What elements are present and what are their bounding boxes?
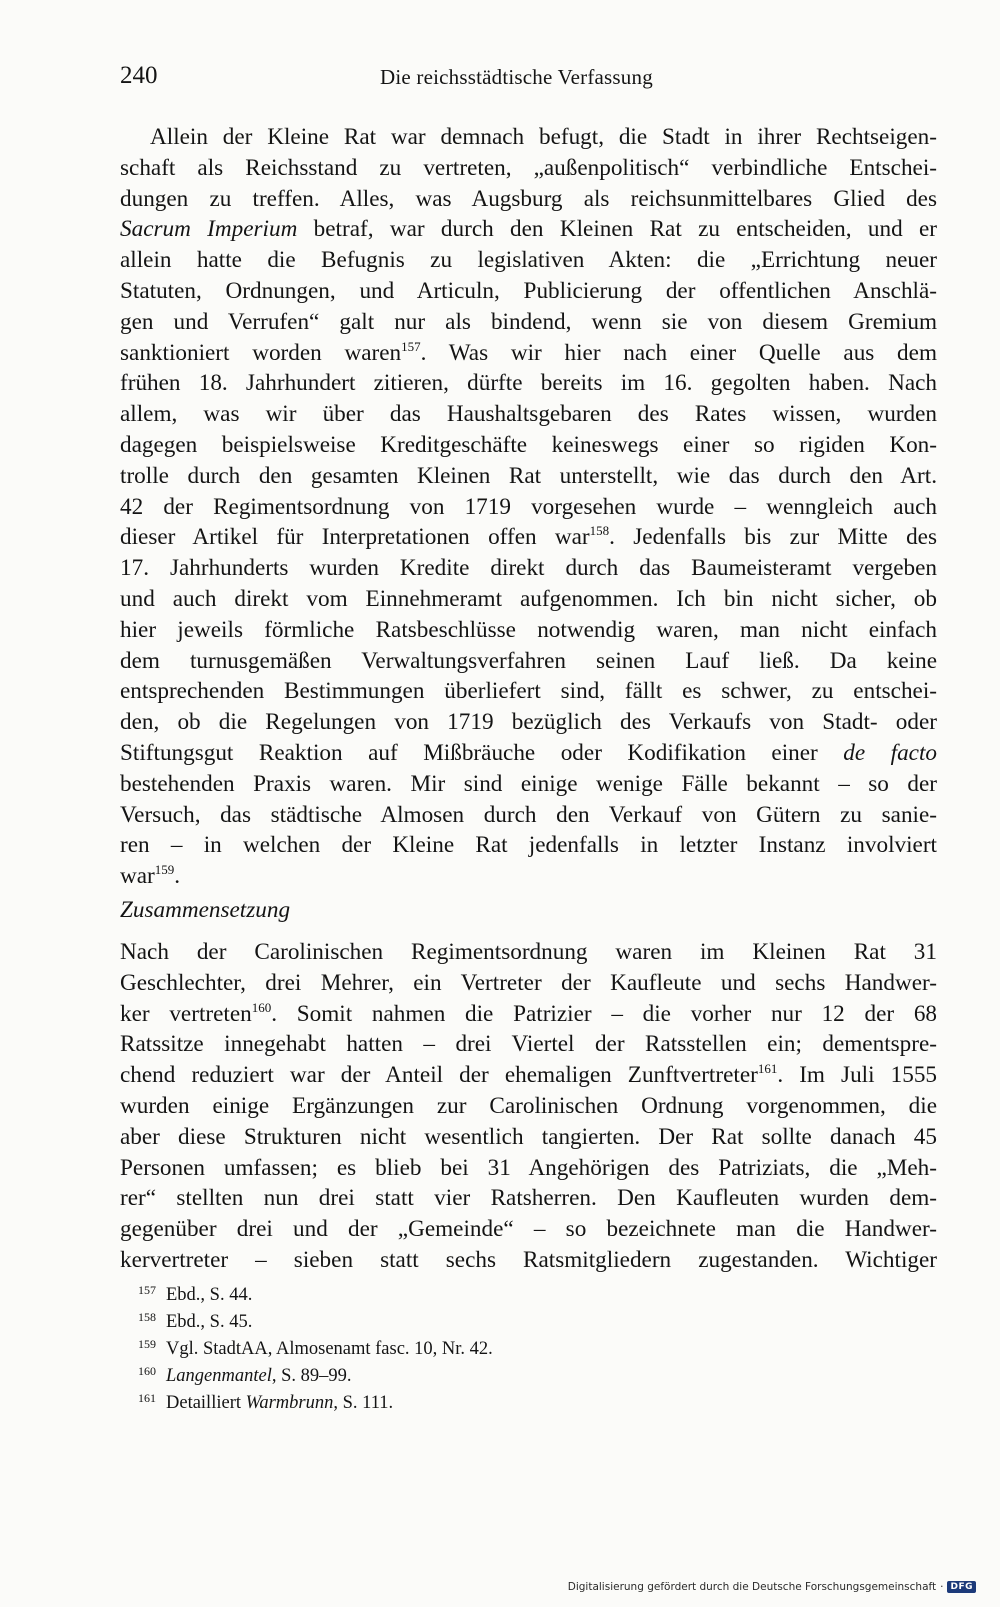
text-line: und auch direkt vom Einnehmeramt aufgenommen. Ich bin nicht sicher, ob <box>120 585 937 612</box>
footnote-number: 157 <box>138 1283 156 1297</box>
text-line: entsprechenden Bestimmungen überliefert sind, fällt es schwer, zu entschei- <box>120 678 937 705</box>
text-line: Ratssitze innegehabt hatten – drei Viertel der Ratsstellen ein; dementspre- <box>120 1031 937 1058</box>
dfg-logo: DFG <box>947 1581 976 1593</box>
text-line: rer“ stellten nun drei statt vier Ratsherren. Den Kaufleuten wurden dem- <box>120 1185 937 1212</box>
footnote-text: , S. 89–99. <box>271 1366 352 1386</box>
footnote-text: , S. 111. <box>333 1393 394 1413</box>
body-paragraph-2 <box>120 937 937 1276</box>
text-line: dagegen beispielsweise Kreditgeschäfte keineswegs einer so rigiden Kon- <box>120 431 937 458</box>
section-heading: Zusammensetzung <box>120 897 291 923</box>
text-line: wurden einige Ergänzungen zur Carolinischen Ordnung vorgenommen, die <box>120 1092 937 1119</box>
running-head <box>120 60 920 94</box>
running-title: Die reichsstädtische Verfassung <box>380 65 653 89</box>
page-number: 240 <box>120 62 158 89</box>
text-line: allein hatte die Befugnis zu legislativen Akten: die „Errichtung neuer <box>120 247 937 274</box>
footnote <box>138 1277 838 1304</box>
text-line: bestehenden Praxis waren. Mir sind einige wenige Fälle bekannt – so der <box>120 770 937 797</box>
text-line: dieser Artikel für Interpretationen offen war$^{158}$. Jedenfalls bis zur Mitte des <box>120 523 937 551</box>
text-line: aber diese Strukturen nicht wesentlich tangierten. Der Rat sollte danach 45 <box>120 1123 937 1150</box>
text-line: Geschlechter, drei Mehrer, ein Vertreter der Kaufleute und sechs Handwer- <box>120 969 937 996</box>
text-line: schaft als Reichsstand zu vertreten, „außenpolitisch“ verbindliche Entschei- <box>120 154 937 181</box>
footnote-text: Ebd., S. 45. <box>166 1312 253 1332</box>
text-line: sanktioniert worden waren$^{157}$. Was wir hier nach einer Quelle aus dem <box>120 338 937 366</box>
text-line: den, ob die Regelungen von 1719 bezüglich des Verkaufs von Stadt- oder <box>120 709 937 736</box>
text-line: Allein der Kleine Rat war demnach befugt, die Stadt in ihrer Rechtseigen- <box>150 124 937 150</box>
text-line: kervertreter – sieben statt sechs Ratsmitgliedern zugestanden. Wichtiger <box>120 1246 937 1273</box>
body-paragraph-1 <box>120 122 937 892</box>
footnote-text: Vgl. StadtAA, Almosenamt fasc. 10, Nr. 42. <box>166 1339 493 1359</box>
digitization-credit: Digitalisierung gefördert durch die Deutsche Forschungsgemeinschaft · DFG <box>568 1581 976 1593</box>
footnote-prefix: Detailliert <box>166 1393 246 1413</box>
footnote-author: Warmbrunn <box>245 1393 334 1413</box>
text-line: ker vertreten$^{160}$. Somit nahmen die Patrizier – die vorher nur 12 der 68 <box>120 999 938 1027</box>
text-line: 42 der Regimentsordnung von 1719 vorgesehen wurde – wenngleich auch <box>120 493 937 520</box>
footnote-author: Langenmantel <box>166 1366 272 1386</box>
footnote-number: 161 <box>138 1391 156 1405</box>
text-line: Nach der Carolinischen Regimentsordnung waren im Kleinen Rat 31 <box>120 939 937 965</box>
text-line: Personen umfassen; es blieb bei 31 Angehörigen des Patriziats, die „Meh- <box>120 1154 937 1181</box>
text-line: dungen zu treffen. Alles, was Augsburg als reichsunmittelbares Glied des <box>120 185 937 212</box>
text-line: hier jeweils förmliche Ratsbeschlüsse notwendig waren, man nicht einfach <box>120 616 937 643</box>
footnote <box>138 1304 838 1331</box>
footnote-number: 159 <box>138 1337 156 1351</box>
footnote <box>138 1358 838 1385</box>
footnote <box>138 1331 838 1358</box>
text-line: frühen 18. Jahrhundert zitieren, dürfte bereits im 16. gegolten haben. Nach <box>120 370 937 397</box>
text-line: gen und Verrufen“ galt nur als bindend, wenn sie von diesem Gremium <box>120 308 937 335</box>
text-line: Sacrum Imperium betraf, war durch den Kleinen Rat zu entscheiden, und er <box>120 216 938 243</box>
footnote-text: Ebd., S. 44. <box>166 1285 253 1305</box>
text-line: ren – in welchen der Kleine Rat jedenfalls in letzter Instanz involviert <box>120 832 937 859</box>
text-line: Stiftungsgut Reaktion auf Mißbräuche oder Kodifikation einer de facto <box>120 739 937 766</box>
footnotes <box>138 1277 838 1412</box>
text-line: trolle durch den gesamten Kleinen Rat unterstellt, wie das durch den Art. <box>120 462 937 489</box>
text-line: gegenüber drei und der „Gemeinde“ – so bezeichnete man die Handwer- <box>120 1216 937 1243</box>
text-line: 17. Jahrhunderts wurden Kredite direkt durch das Baumeisteramt vergeben <box>120 555 937 582</box>
credit-text: Digitalisierung gefördert durch die Deutsche Forschungsgemeinschaft <box>567 1581 937 1593</box>
text-line: Statuten, Ordnungen, und Articuln, Publicierung der offentlichen Anschlä- <box>120 277 937 304</box>
text-line: war$^{159}$. <box>120 862 181 890</box>
text-line: allem, was wir über das Haushaltsgebaren des Rates wissen, wurden <box>120 401 937 428</box>
footnote-number: 160 <box>138 1364 156 1378</box>
footnote <box>138 1385 838 1412</box>
text-line: dem turnusgemäßen Verwaltungsverfahren seinen Lauf ließ. Da keine <box>120 647 937 674</box>
text-line: Versuch, das städtische Almosen durch den Verkauf von Gütern zu sanie- <box>120 801 937 828</box>
text-line: chend reduziert war der Anteil der ehemaligen Zunftvertreter$^{161}$. Im Juli 1555 <box>120 1061 938 1089</box>
footnote-number: 158 <box>138 1310 156 1324</box>
